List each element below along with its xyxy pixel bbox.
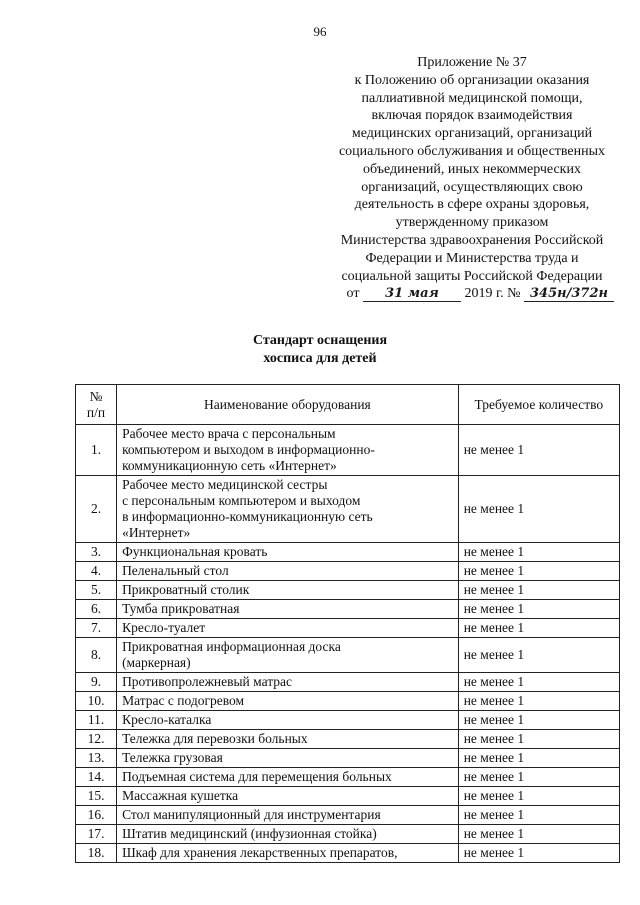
equipment-name-line: Кресло-каталка [122, 712, 212, 727]
table-row [76, 638, 620, 673]
row-number: 14. [76, 768, 117, 787]
equipment-name-line: Прикроватная информационная доска [122, 639, 341, 654]
appendix-line: медицинских организаций, организаций [351, 126, 593, 142]
row-number: 10. [76, 692, 117, 711]
appendix-line: социального обслуживания и общественных [338, 143, 606, 159]
date-prefix: от [346, 286, 360, 302]
equipment-name [117, 711, 459, 730]
equipment-name-line: Шкаф для хранения лекарственных препаратов, [122, 845, 398, 860]
equipment-name-line: коммуникационную сеть «Интернет» [122, 458, 337, 473]
table-row [76, 581, 620, 600]
table-row [76, 749, 620, 768]
row-number: 13. [76, 749, 117, 768]
handwritten-order-number: 345н/372н [524, 287, 614, 302]
required-quantity: не менее 1 [458, 600, 619, 619]
equipment-name [117, 425, 459, 476]
row-number: 16. [76, 806, 117, 825]
column-header-number: № п/п [76, 385, 117, 425]
row-number: 4. [76, 562, 117, 581]
equipment-name-line: Рабочее место врача с персональным [122, 426, 336, 441]
equipment-name-line: в информационно-коммуникационную сеть [122, 509, 373, 524]
equipment-name-line: Матрас с подогревом [122, 693, 245, 708]
document-title [0, 332, 640, 368]
title-line-1: Стандарт оснащения [252, 333, 388, 348]
table-row [76, 806, 620, 825]
table-header-row [76, 385, 620, 425]
equipment-name [117, 562, 459, 581]
appendix-line: социальной защиты Российской Федерации [341, 268, 603, 284]
appendix-line: утвержденному приказом [395, 215, 549, 231]
required-quantity: не менее 1 [458, 787, 619, 806]
equipment-name-line: Массажная кушетка [122, 788, 239, 803]
appendix-line: организаций, осуществляющих свою [361, 179, 583, 195]
page-number: 96 [313, 24, 327, 39]
table-row [76, 692, 620, 711]
order-date-line [324, 285, 620, 303]
row-number: 8. [76, 638, 117, 673]
table-row [76, 844, 620, 863]
equipment-name [117, 638, 459, 673]
row-number: 7. [76, 619, 117, 638]
handwritten-date: 31 мая [363, 287, 461, 302]
appendix-line: Федерации и Министерства труда и [365, 250, 579, 266]
date-year: 2019 г. № [464, 286, 521, 302]
row-number: 15. [76, 787, 117, 806]
equipment-table [75, 384, 620, 863]
row-number: 5. [76, 581, 117, 600]
required-quantity: не менее 1 [458, 425, 619, 476]
required-quantity: не менее 1 [458, 581, 619, 600]
equipment-name [117, 825, 459, 844]
equipment-name-line: с персональным компьютером и выходом [122, 493, 361, 508]
required-quantity: не менее 1 [458, 730, 619, 749]
equipment-name-line: Штатив медицинский (инфузионная стойка) [122, 826, 377, 841]
table-row [76, 425, 620, 476]
table-row [76, 787, 620, 806]
appendix-line: объединений, иных некоммерческих [363, 161, 581, 177]
column-header-name: Наименование оборудования [117, 385, 459, 425]
appendix-line: к Положению об организации оказания [354, 72, 590, 88]
table-row [76, 476, 620, 543]
table-body [76, 425, 620, 863]
row-number: 11. [76, 711, 117, 730]
equipment-name-line: Пеленальный стол [122, 563, 229, 578]
equipment-name-line: «Интернет» [122, 525, 191, 540]
table-row [76, 562, 620, 581]
table-row [76, 619, 620, 638]
row-number: 2. [76, 476, 117, 543]
row-number: 12. [76, 730, 117, 749]
required-quantity: не менее 1 [458, 562, 619, 581]
row-number: 6. [76, 600, 117, 619]
table-row [76, 543, 620, 562]
required-quantity: не менее 1 [458, 692, 619, 711]
table-row [76, 711, 620, 730]
equipment-name-line: (маркерная) [122, 655, 191, 670]
required-quantity: не менее 1 [458, 638, 619, 673]
required-quantity: не менее 1 [458, 711, 619, 730]
title-line-2: хосписа для детей [263, 351, 377, 366]
equipment-name [117, 730, 459, 749]
equipment-name [117, 543, 459, 562]
equipment-name-line: Противопролежневый матрас [122, 674, 293, 689]
equipment-name [117, 768, 459, 787]
table-row [76, 825, 620, 844]
equipment-name-line: Тумба прикроватная [122, 601, 240, 616]
required-quantity: не менее 1 [458, 476, 619, 543]
row-number: 1. [76, 425, 117, 476]
appendix-line: включая порядок взаимодействия [371, 108, 573, 124]
equipment-name-line: Стол манипуляционный для инструментария [122, 807, 381, 822]
row-number: 3. [76, 543, 117, 562]
required-quantity: не менее 1 [458, 673, 619, 692]
equipment-name-line: Прикроватный столик [122, 582, 250, 597]
equipment-name-line: Тележка для перевозки больных [122, 731, 308, 746]
required-quantity: не менее 1 [458, 825, 619, 844]
equipment-name [117, 581, 459, 600]
required-quantity: не менее 1 [458, 844, 619, 863]
table-row [76, 768, 620, 787]
required-quantity: не менее 1 [458, 806, 619, 825]
equipment-name [117, 806, 459, 825]
equipment-name-line: компьютером и выходом в информационно- [122, 442, 375, 457]
table-row [76, 730, 620, 749]
equipment-name [117, 692, 459, 711]
required-quantity: не менее 1 [458, 619, 619, 638]
appendix-line: паллиативной медицинской помощи, [361, 90, 583, 106]
required-quantity: не менее 1 [458, 768, 619, 787]
equipment-name [117, 673, 459, 692]
equipment-name [117, 600, 459, 619]
appendix-header [324, 54, 620, 303]
required-quantity: не менее 1 [458, 543, 619, 562]
equipment-name-line: Подъемная система для перемещения больных [122, 769, 392, 784]
required-quantity: не менее 1 [458, 749, 619, 768]
equipment-name [117, 476, 459, 543]
appendix-line: деятельность в сфере охраны здоровья, [354, 197, 590, 213]
equipment-name [117, 844, 459, 863]
table-row [76, 673, 620, 692]
equipment-name-line: Функциональная кровать [122, 544, 268, 559]
equipment-name [117, 787, 459, 806]
equipment-name-line: Тележка грузовая [122, 750, 223, 765]
appendix-line: Министерства здравоохранения Российской [340, 232, 604, 248]
equipment-name [117, 619, 459, 638]
appendix-line: Приложение № 37 [417, 55, 527, 70]
equipment-name [117, 749, 459, 768]
table-row [76, 600, 620, 619]
row-number: 18. [76, 844, 117, 863]
equipment-name-line: Рабочее место медицинской сестры [122, 477, 328, 492]
column-header-quantity: Требуемое количество [458, 385, 619, 425]
row-number: 9. [76, 673, 117, 692]
equipment-name-line: Кресло-туалет [122, 620, 206, 635]
row-number: 17. [76, 825, 117, 844]
